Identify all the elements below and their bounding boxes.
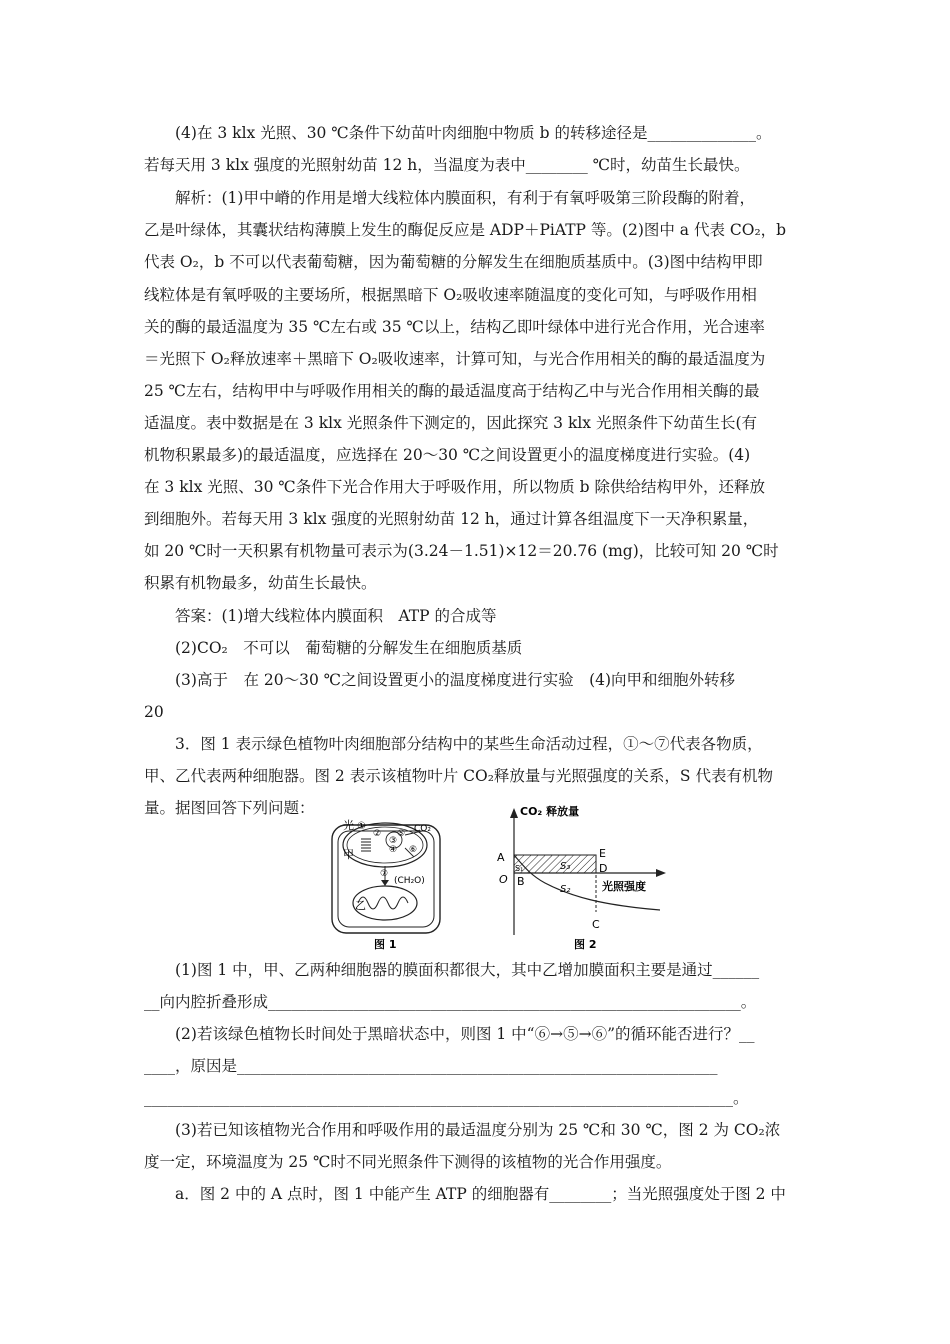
fig1-yi: 乙 <box>355 899 366 912</box>
fig1-n4: ④ <box>389 845 398 855</box>
fig1-light-label: 光 <box>343 819 354 832</box>
fig2-y-label: CO₂ 释放量 <box>520 805 580 818</box>
text-line: 25 ℃左右，结构甲中与呼吸作用相关的酶的最适温度高于结构乙中与光合作用相关酶的最 <box>144 382 760 400</box>
fig2-s1: S₁ <box>515 864 524 873</box>
question-line: (1)图 1 中，甲、乙两种细胞器的膜面积都很大，其中乙增加膜面积主要是通过______ <box>175 961 760 979</box>
fig2-s3: S₃ <box>560 861 571 872</box>
text-line: 到细胞外。若每天用 3 klx 强度的光照射幼苗 12 h，通过计算各组温度下一天净积累量， <box>144 510 759 528</box>
fig2-s2: S₂ <box>560 884 571 895</box>
text-line: 积累有机物最多，幼苗生长最快。 <box>144 574 377 592</box>
text-line: ＝光照下 O₂释放速率＋黑暗下 O₂吸收速率，计算可知，与光合作用相关的酶的最适温度为 <box>144 350 766 368</box>
question-line: (3)若已知该植物光合作用和呼吸作用的最适温度分别为 25 ℃和 30 ℃，图 2 为 CO₂浓 <box>175 1121 781 1139</box>
text-line: 在 3 klx 光照、30 ℃条件下光合作用大于呼吸作用，所以物质 b 除供给结构甲外，还释放 <box>144 478 766 496</box>
fig2-point-b: B <box>517 875 525 888</box>
fig2-point-d: D <box>599 862 608 875</box>
figure-2-caption: 图 2 <box>574 938 597 951</box>
fig1-n2: ② <box>373 829 382 839</box>
answer-line: (3)高于 在 20～30 ℃之间设置更小的温度梯度进行实验 (4)向甲和细胞外转移 <box>175 671 736 689</box>
question-line: ____________________________________________________________________________。 <box>144 1089 749 1107</box>
fig1-n5: ⑤ <box>397 829 406 839</box>
answer-line: 20 <box>144 703 164 721</box>
fig1-n3: ③ <box>389 836 398 846</box>
text-line: 线粒体是有氧呼吸的主要场所，根据黑暗下 O₂吸收速率随温度的变化可知，与呼吸作用相 <box>144 286 757 304</box>
fig2-point-o: O <box>499 873 508 886</box>
question-line: 3．图 1 表示绿色植物叶肉细胞部分结构中的某些生命活动过程，①～⑦代表各物质， <box>175 735 763 753</box>
fig2-point-e: E <box>599 847 606 860</box>
answer-line: 答案：(1)增大线粒体内膜面积 ATP 的合成等 <box>175 607 497 625</box>
fig1-n6: ⑥ <box>409 845 418 855</box>
text-line: 乙是叶绿体，其囊状结构薄膜上发生的酶促反应是 ADP＋PiATP 等。(2)图中 a 代表 CO₂，b <box>144 221 787 239</box>
fig1-co2: CO₂ <box>414 824 431 834</box>
text-line: 代表 O₂，b 不可以代表葡萄糖，因为葡萄糖的分解发生在细胞质基质中。(3)图中结构甲即 <box>144 253 763 271</box>
fig2-point-c: C <box>592 918 600 931</box>
question-line: (2)若该绿色植物长时间处于黑暗状态中，则图 1 中“⑥→⑤→⑥”的循环能否进行？__ <box>175 1025 755 1043</box>
text-line: 机物积累最多)的最适温度，应选择在 20～30 ℃之间设置更小的温度梯度进行实验。(4) <box>144 446 751 464</box>
text-line: 如 20 ℃时一天积累有机物量可表示为(3.24－1.51)×12＝20.76 (mg)，比较可知 20 ℃时 <box>144 542 779 560</box>
fig1-n7: ⑦ <box>380 869 389 879</box>
text-line: 若每天用 3 klx 强度的光照射幼苗 12 h，当温度为表中________ ℃时，幼苗生长最快。 <box>144 156 750 174</box>
figure-2-graph <box>497 804 666 951</box>
fig1-jia: 甲 <box>343 848 354 861</box>
question-line: __向内腔折叠形成_____________________________________________________________。 <box>144 993 757 1011</box>
question-line: ____，原因是______________________________________________________________ <box>144 1057 718 1075</box>
question-line: 量。据图回答下列问题： <box>144 799 315 817</box>
text-line: 关的酶的最适温度为 35 ℃左右或 35 ℃以上，结构乙即叶绿体中进行光合作用，光合速率 <box>144 318 765 336</box>
text-line: 适温度。表中数据是在 3 klx 光照条件下测定的，因此探究 3 klx 光照条件下幼苗生长(有 <box>144 414 758 432</box>
figure-1-caption: 图 1 <box>374 938 397 951</box>
question-line: 度一定，环境温度为 25 ℃时不同光照条件下测得的该植物的光合作用强度。 <box>144 1153 672 1171</box>
answer-line: (2)CO₂ 不可以 葡萄糖的分解发生在细胞质基质 <box>175 639 523 657</box>
text-line: 解析：(1)甲中嵴的作用是增大线粒体内膜面积，有利于有氧呼吸第三阶段酶的附着， <box>175 189 755 207</box>
figure-1-cell-diagram <box>332 818 440 951</box>
fig1-ch2o: (CH₂O) <box>394 876 425 886</box>
fig1-n1: ① <box>357 821 366 832</box>
text-line: (4)在 3 klx 光照、30 ℃条件下幼苗叶肉细胞中物质 b 的转移途径是______________。 <box>175 124 772 142</box>
fig2-point-a: A <box>497 851 505 864</box>
question-line: a．图 2 中的 A 点时，图 1 中能产生 ATP 的细胞器有________；当光照强度处于图 2 中 <box>175 1185 786 1203</box>
question-line: 甲、乙代表两种细胞器。图 2 表示该植物叶片 CO₂释放量与光照强度的关系，S 代表有机物 <box>144 767 773 785</box>
fig2-x-label: 光照强度 <box>602 880 646 893</box>
